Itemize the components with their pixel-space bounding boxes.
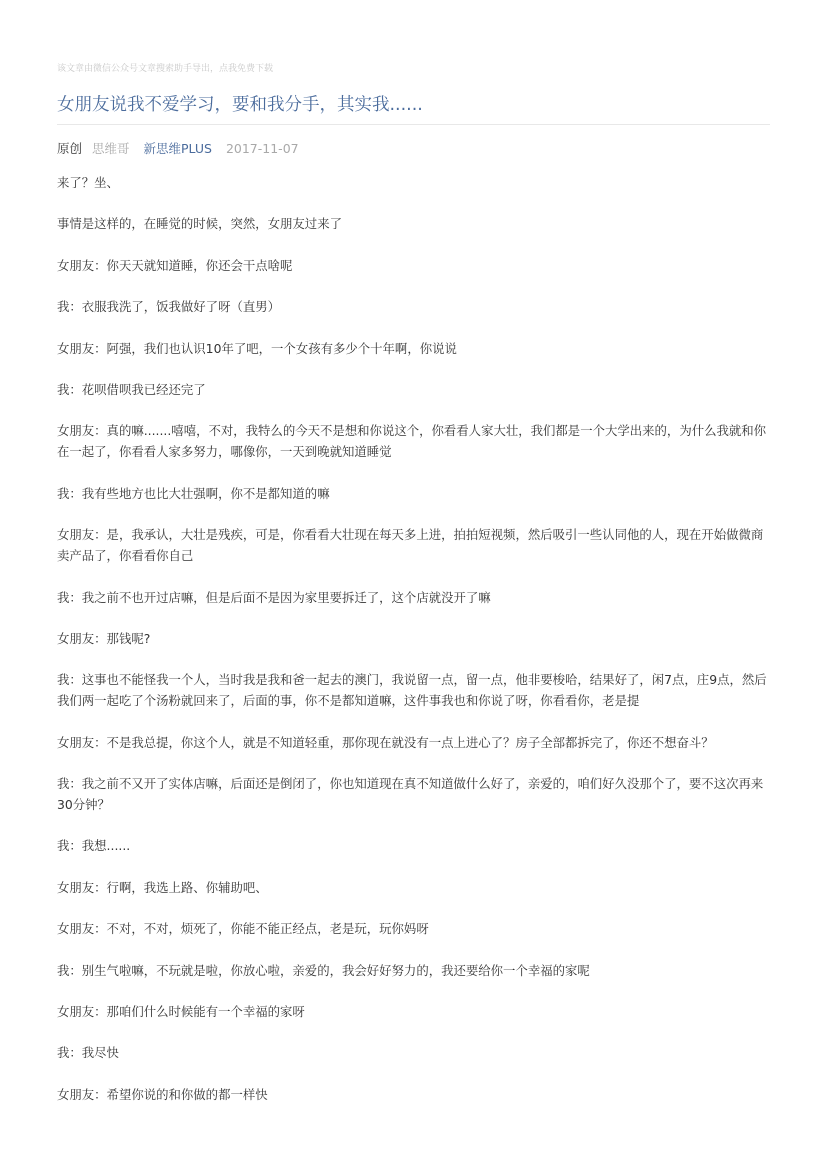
author-name: 思维哥 — [92, 141, 130, 156]
paragraph: 女朋友：是，我承认，大壮是残疾，可是，你看看大壮现在每天多上进，拍拍短视频，然后吸引一些认同他的人，现在开始做微商卖产品了，你看看你自己 — [57, 527, 764, 564]
paragraph: 女朋友：真的嘛.......嘻嘻，不对，我特么的今天不是想和你说这个，你看看人家大壮，我们都是一个大学出来的，为什么我就和你在一起了，你看看人家多努力，哪像你，一天到晚就知道睡觉 — [57, 423, 767, 460]
paragraph: 女朋友：行啊，我选上路、你辅助吧、 — [57, 879, 268, 895]
account-link[interactable]: 新思维PLUS — [143, 141, 212, 156]
export-note — [57, 63, 273, 75]
paragraph: 事情是这样的，在睡觉的时候，突然，女朋友过来了 — [57, 216, 342, 232]
paragraph: 我：这事也不能怪我一个人，当时我是我和爸一起去的澳门，我说留一点，留一点，他非要梭哈，结果好了，闲7点，庄9点，然后我们两一起吃了个汤粉就回来了，后面的事，你不是都知道嘛，这件事我也和你说了呀，你看看你，老是提 — [57, 672, 767, 709]
paragraph: 女朋友：希望你说的和你做的都一样快 — [57, 1086, 268, 1102]
article-title: 女朋友说我不爱学习，要和我分手，其实我...... — [57, 95, 423, 115]
paragraph: 我：我之前不又开了实体店嘛，后面还是倒闭了，你也知道现在真不知道做什么好了，亲爱的，咱们好久没那个了，要不这次再来30分钟？ — [57, 776, 764, 813]
article-meta — [57, 140, 308, 158]
paragraph: 我：我想...... — [57, 838, 131, 854]
publish-date: 2017-11-07 — [225, 141, 299, 156]
article-body — [57, 172, 770, 1125]
paragraph: 我：别生气啦嘛，不玩就是啦，你放心啦，亲爱的，我会好好努力的，我还要给你一个幸福的家呢 — [57, 962, 590, 978]
paragraph: 女朋友：那咱们什么时候能有一个幸福的家呀 — [57, 1004, 305, 1020]
paragraph: 我：花呗借呗我已经还完了 — [57, 381, 206, 397]
paragraph: 我：我尽快 — [57, 1045, 119, 1061]
export-note-text: 该文章由微信公众号文章搜索助手导出， — [57, 64, 220, 74]
paragraph: 我：我有些地方也比大壮强啊，你不是都知道的嘛 — [57, 485, 330, 501]
free-download-link[interactable]: 点我免费下载 — [219, 64, 274, 74]
paragraph: 我：我之前不也开过店嘛，但是后面不是因为家里要拆迁了，这个店就没开了嘛 — [57, 589, 491, 605]
paragraph: 我：衣服我洗了，饭我做好了呀（直男） — [57, 299, 281, 315]
paragraph: 女朋友：那钱呢? — [57, 630, 151, 646]
paragraph: 女朋友：不是我总提，你这个人，就是不知道轻重，那你现在就没有一点上进心了？房子全部都拆完了，你还不想奋斗？ — [57, 734, 714, 750]
paragraph: 女朋友：你天天就知道睡，你还会干点啥呢 — [57, 257, 293, 273]
paragraph: 女朋友：不对，不对，烦死了，你能不能正经点，老是玩，玩你妈呀 — [57, 921, 429, 937]
original-label: 原创 — [57, 141, 83, 156]
title-divider — [57, 124, 770, 125]
paragraph: 来了？坐、 — [57, 175, 119, 190]
paragraph: 女朋友：阿强，我们也认识10年了吧，一个女孩有多少个十年啊，你说说 — [57, 340, 457, 356]
